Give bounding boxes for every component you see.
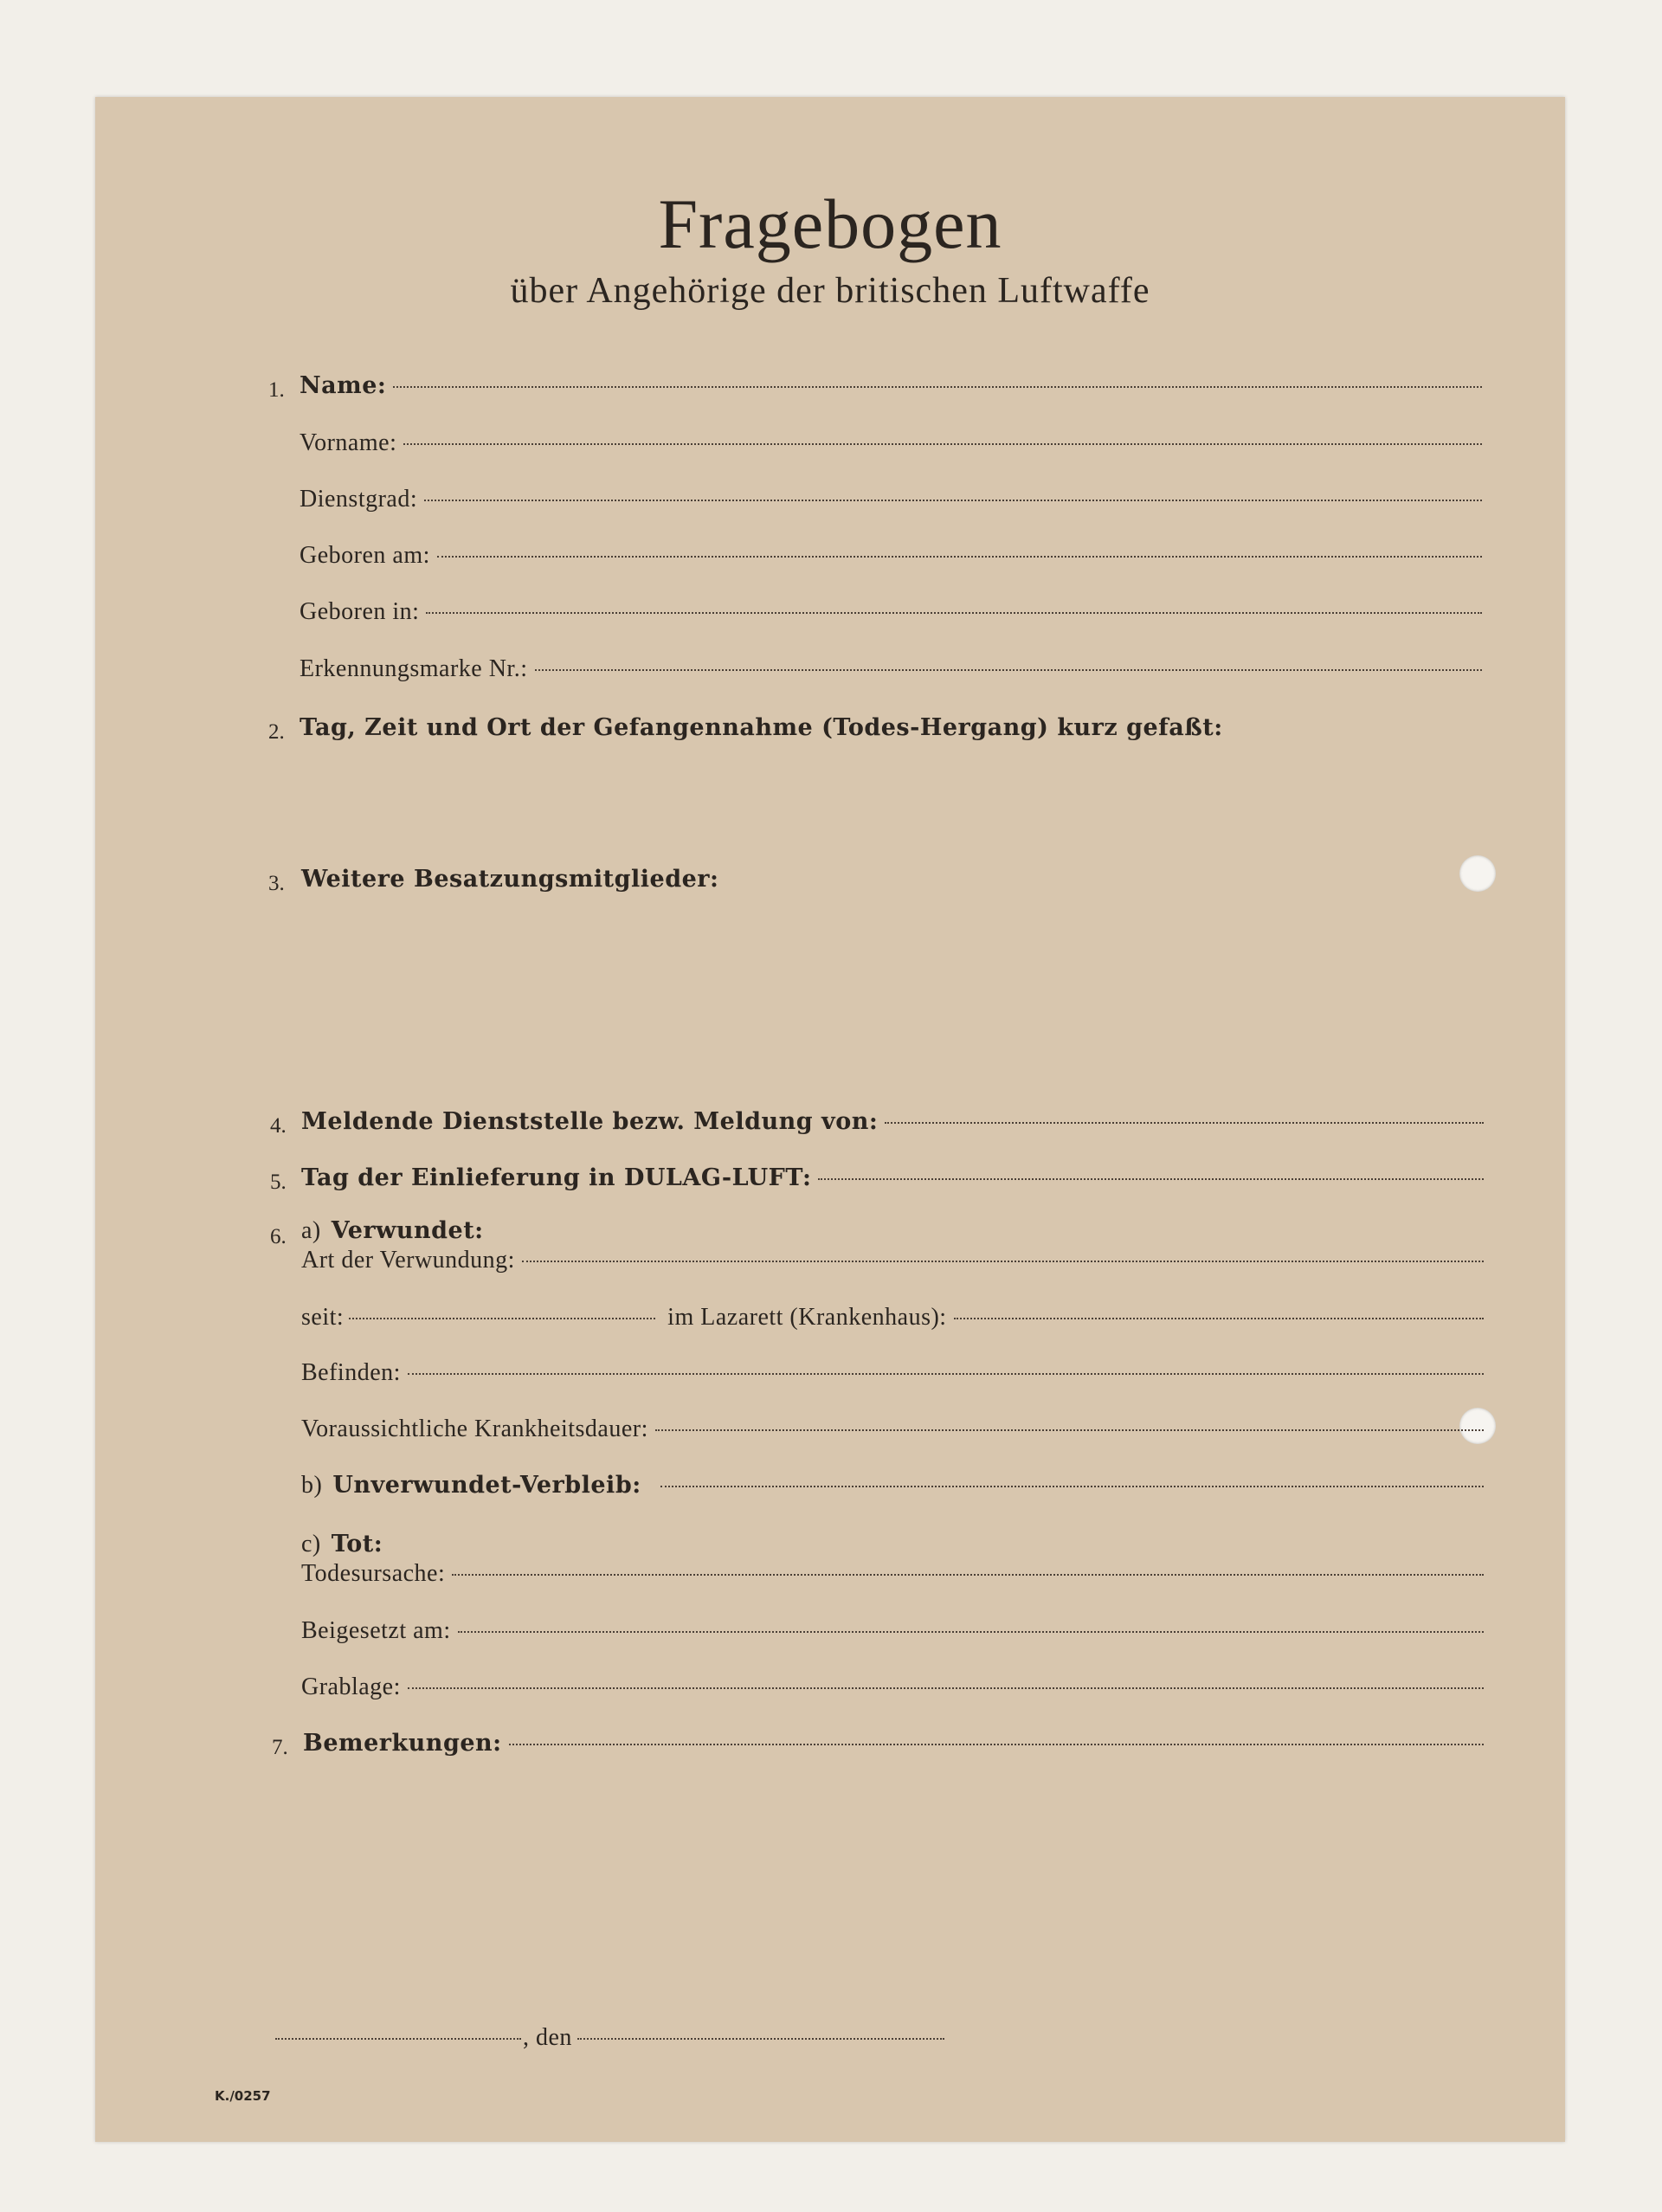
geboren-am-label: Geboren am:: [300, 542, 430, 569]
krankheitsdauer-label: Voraussichtliche Krankheitsdauer:: [301, 1416, 648, 1442]
krankheitsdauer-field[interactable]: [301, 1416, 1484, 1459]
dienstgrad-label: Dienstgrad:: [300, 486, 418, 513]
vorname-line[interactable]: [403, 443, 1482, 445]
art-verwundung-line[interactable]: [522, 1261, 1484, 1262]
dienststelle-line[interactable]: [885, 1122, 1484, 1124]
date-line[interactable]: [577, 2038, 944, 2040]
befinden-field[interactable]: [301, 1359, 1484, 1403]
art-verwundung-label: Art der Verwundung:: [301, 1247, 515, 1274]
seit-label: seit:: [301, 1304, 345, 1331]
unverwundet-mark: b): [301, 1472, 323, 1499]
name-label: Name:: [300, 372, 387, 399]
grablage-field[interactable]: [301, 1674, 1484, 1717]
question-7-number: 7.: [272, 1736, 288, 1759]
krankheitsdauer-line[interactable]: [655, 1429, 1484, 1431]
geboren-in-line[interactable]: [426, 612, 1482, 614]
einlieferung-label: Tag der Einlieferung in DULAG-LUFT:: [301, 1164, 812, 1191]
seit-line[interactable]: [349, 1318, 655, 1319]
einlieferung-field[interactable]: [301, 1164, 1484, 1208]
art-verwundung-field[interactable]: [301, 1247, 1484, 1290]
form-sheet: [95, 97, 1565, 2142]
question-1-number: 1.: [268, 378, 285, 402]
place-line[interactable]: [275, 2038, 521, 2040]
grablage-line[interactable]: [408, 1687, 1484, 1689]
dienstgrad-field[interactable]: [300, 486, 1482, 529]
bemerkungen-line[interactable]: [509, 1744, 1484, 1745]
erkennungsmarke-field[interactable]: [300, 655, 1482, 699]
verwundet-mark: a): [301, 1217, 321, 1244]
einlieferung-line[interactable]: [818, 1178, 1484, 1180]
dienststelle-field[interactable]: [301, 1108, 1484, 1151]
name-field[interactable]: [300, 372, 1482, 416]
tot-mark: c): [301, 1531, 321, 1557]
bemerkungen-label: Bemerkungen:: [303, 1730, 502, 1757]
lazarett-label: im Lazarett (Krankenhaus):: [667, 1304, 947, 1331]
question-6-number: 6.: [270, 1225, 287, 1248]
geboren-am-line[interactable]: [437, 556, 1482, 558]
form-title: Fragebogen: [658, 184, 1002, 263]
dienststelle-label: Meldende Dienststelle bezw. Meldung von:: [301, 1108, 879, 1135]
bemerkungen-field[interactable]: [303, 1730, 1484, 1773]
vorname-field[interactable]: [300, 429, 1482, 473]
todesursache-label: Todesursache:: [301, 1560, 446, 1587]
question-3-number: 3.: [268, 872, 285, 895]
beigesetzt-field[interactable]: [301, 1617, 1484, 1661]
unverwundet-label: Unverwundet-Verbleib:: [332, 1472, 641, 1499]
beigesetzt-label: Beigesetzt am:: [301, 1617, 451, 1644]
vorname-label: Vorname:: [300, 429, 397, 456]
befinden-line[interactable]: [408, 1373, 1484, 1375]
geboren-am-field[interactable]: [300, 542, 1482, 585]
beigesetzt-line[interactable]: [458, 1631, 1484, 1633]
todesursache-field[interactable]: [301, 1560, 1484, 1603]
erkennungsmarke-line[interactable]: [535, 669, 1483, 671]
tot-label: Tot:: [331, 1531, 383, 1557]
gefangennahme-label: Tag, Zeit und Ort der Gefangennahme (Todes-Hergang) kurz gefaßt:: [300, 714, 1223, 741]
form-subtitle: über Angehörige der britischen Luftwaffe: [510, 271, 1150, 311]
question-5-number: 5.: [270, 1170, 287, 1194]
geboren-in-label: Geboren in:: [300, 598, 420, 625]
question-4-number: 4.: [270, 1114, 287, 1138]
lazarett-line[interactable]: [954, 1318, 1484, 1319]
dienstgrad-line[interactable]: [424, 500, 1482, 501]
befinden-label: Befinden:: [301, 1359, 401, 1386]
unverwundet-field[interactable]: [301, 1472, 1484, 1515]
seit-lazarett-field[interactable]: [301, 1304, 1484, 1347]
verwundet-label: Verwundet:: [331, 1217, 484, 1244]
question-2-number: 2.: [268, 720, 285, 744]
gefangennahme-field[interactable]: [300, 714, 1482, 758]
form-code: K./0257: [215, 2088, 271, 2104]
todesursache-line[interactable]: [452, 1574, 1484, 1576]
besatzung-field[interactable]: [301, 866, 1484, 909]
geboren-in-field[interactable]: [300, 598, 1482, 642]
name-line[interactable]: [393, 386, 1482, 388]
besatzung-label: Weitere Besatzungsmitglieder:: [301, 866, 719, 893]
den-label: , den: [523, 2024, 572, 2051]
grablage-label: Grablage:: [301, 1674, 401, 1700]
unverwundet-line[interactable]: [660, 1486, 1484, 1487]
place-date-field[interactable]: [275, 2024, 1054, 2067]
erkennungsmarke-label: Erkennungsmarke Nr.:: [300, 655, 528, 682]
